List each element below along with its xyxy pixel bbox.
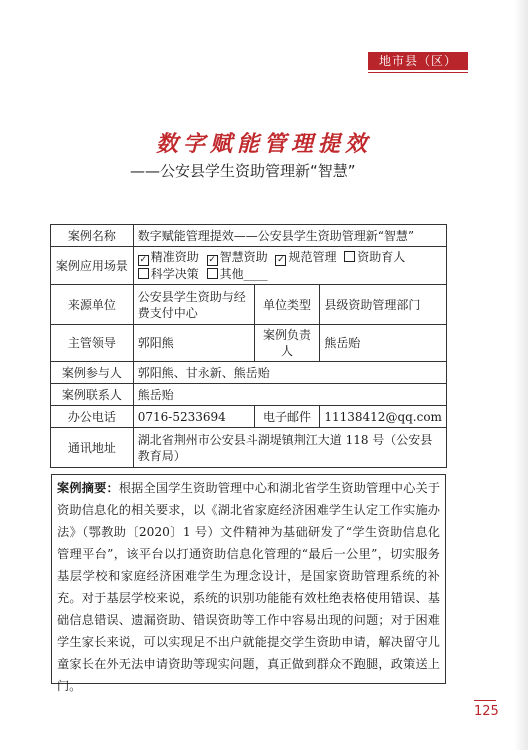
case-name-value: 数字赋能管理提效——公安县学生资助管理新“智慧” — [133, 225, 446, 247]
case-info-table — [50, 224, 447, 468]
checkbox-icon — [138, 268, 149, 279]
scenario-option: ✓ 智慧资助 — [208, 250, 268, 265]
phone-value: 0716-5233694 — [133, 406, 254, 428]
table-row — [51, 406, 447, 428]
table-row — [51, 285, 447, 325]
leader-value: 郭阳熊 — [133, 325, 254, 362]
table-row — [51, 384, 447, 406]
leader-label: 主管领导 — [51, 325, 134, 362]
checkbox-icon: ✓ — [139, 255, 148, 265]
checkbox-icon — [344, 251, 355, 262]
scenario-label: 案例应用场景 — [51, 247, 134, 285]
abstract-body: 根据全国学生资助管理中心和湖北省学生资助管理中心关于资助信息化的相关要求，以《湖北省家庭经济困难学生认定工作实施办法》（鄂教助〔2020〕1 号）文件精神为基础研发了“学生资助信息化管理平台”，该平台以打通资助信息化管理的“最后一公里”，切实服务基层学校和家庭经济困难学生为理念设计，是国家资助管理系统的补充。对于基层学校来说，系统的识别功能能有效杜绝表格使用错误、基础信息错误、遗漏资助、错误资助等工作中容易出现的问题；对于困难学生家长来说，可以实现足不出户就能提交学生资助申请，解决留守儿童家长在外无法申请资助等现实问题，真正做到群众不跑腿，政策送上门。 — [57, 481, 441, 693]
case-abstract — [51, 474, 446, 693]
phone-label: 办公电话 — [51, 406, 134, 428]
section-rule — [368, 72, 468, 73]
contact-value: 熊岳贻 — [133, 384, 446, 406]
scenario-option: ✓ 规范管理 — [277, 250, 337, 265]
scenario-options — [133, 247, 446, 285]
owner-label: 案例负责人 — [254, 325, 320, 362]
address-label: 通讯地址 — [51, 428, 134, 468]
page-edge-shadow — [514, 0, 528, 750]
participants-value: 郭阳熊、甘永新、熊岳贻 — [133, 362, 446, 384]
contact-label: 案例联系人 — [51, 384, 134, 406]
page-title: 数字赋能管理提效 — [155, 131, 372, 157]
source-value: 公安县学生资助与经费支付中心 — [133, 285, 254, 325]
abstract-heading: 案例摘要： — [57, 481, 119, 495]
page-subtitle: ——公安县学生资助管理新“智慧” — [130, 162, 356, 180]
table-row — [51, 362, 447, 384]
address-value: 湖北省荆州市公安县斗湖堤镇荆江大道 118 号（公安县教育局） — [133, 428, 446, 468]
email-label: 电子邮件 — [254, 406, 320, 428]
page-number-rule — [474, 700, 496, 701]
scenario-option: 资助育人 — [344, 249, 405, 265]
scenario-option: ✓ 精准资助 — [139, 250, 199, 265]
table-row — [51, 325, 447, 362]
type-value: 县级资助管理部门 — [320, 285, 447, 325]
checkbox-icon — [207, 268, 218, 279]
section-tab: 地市县（区） — [368, 52, 468, 70]
type-label: 单位类型 — [254, 285, 320, 325]
scenario-option: 科学决策 — [138, 266, 199, 282]
table-row — [51, 428, 447, 468]
table-row — [51, 225, 447, 247]
case-name-label: 案例名称 — [51, 225, 134, 247]
page-number: 125 — [474, 704, 499, 719]
checkbox-icon: ✓ — [277, 255, 285, 265]
scenario-option: 其他____ — [207, 266, 268, 282]
owner-value: 熊岳贻 — [320, 325, 447, 362]
email-value: 11138412@qq.com — [320, 406, 447, 428]
participants-label: 案例参与人 — [51, 362, 134, 384]
checkbox-icon: ✓ — [208, 255, 216, 265]
table-row — [51, 247, 447, 285]
source-label: 来源单位 — [51, 285, 134, 325]
